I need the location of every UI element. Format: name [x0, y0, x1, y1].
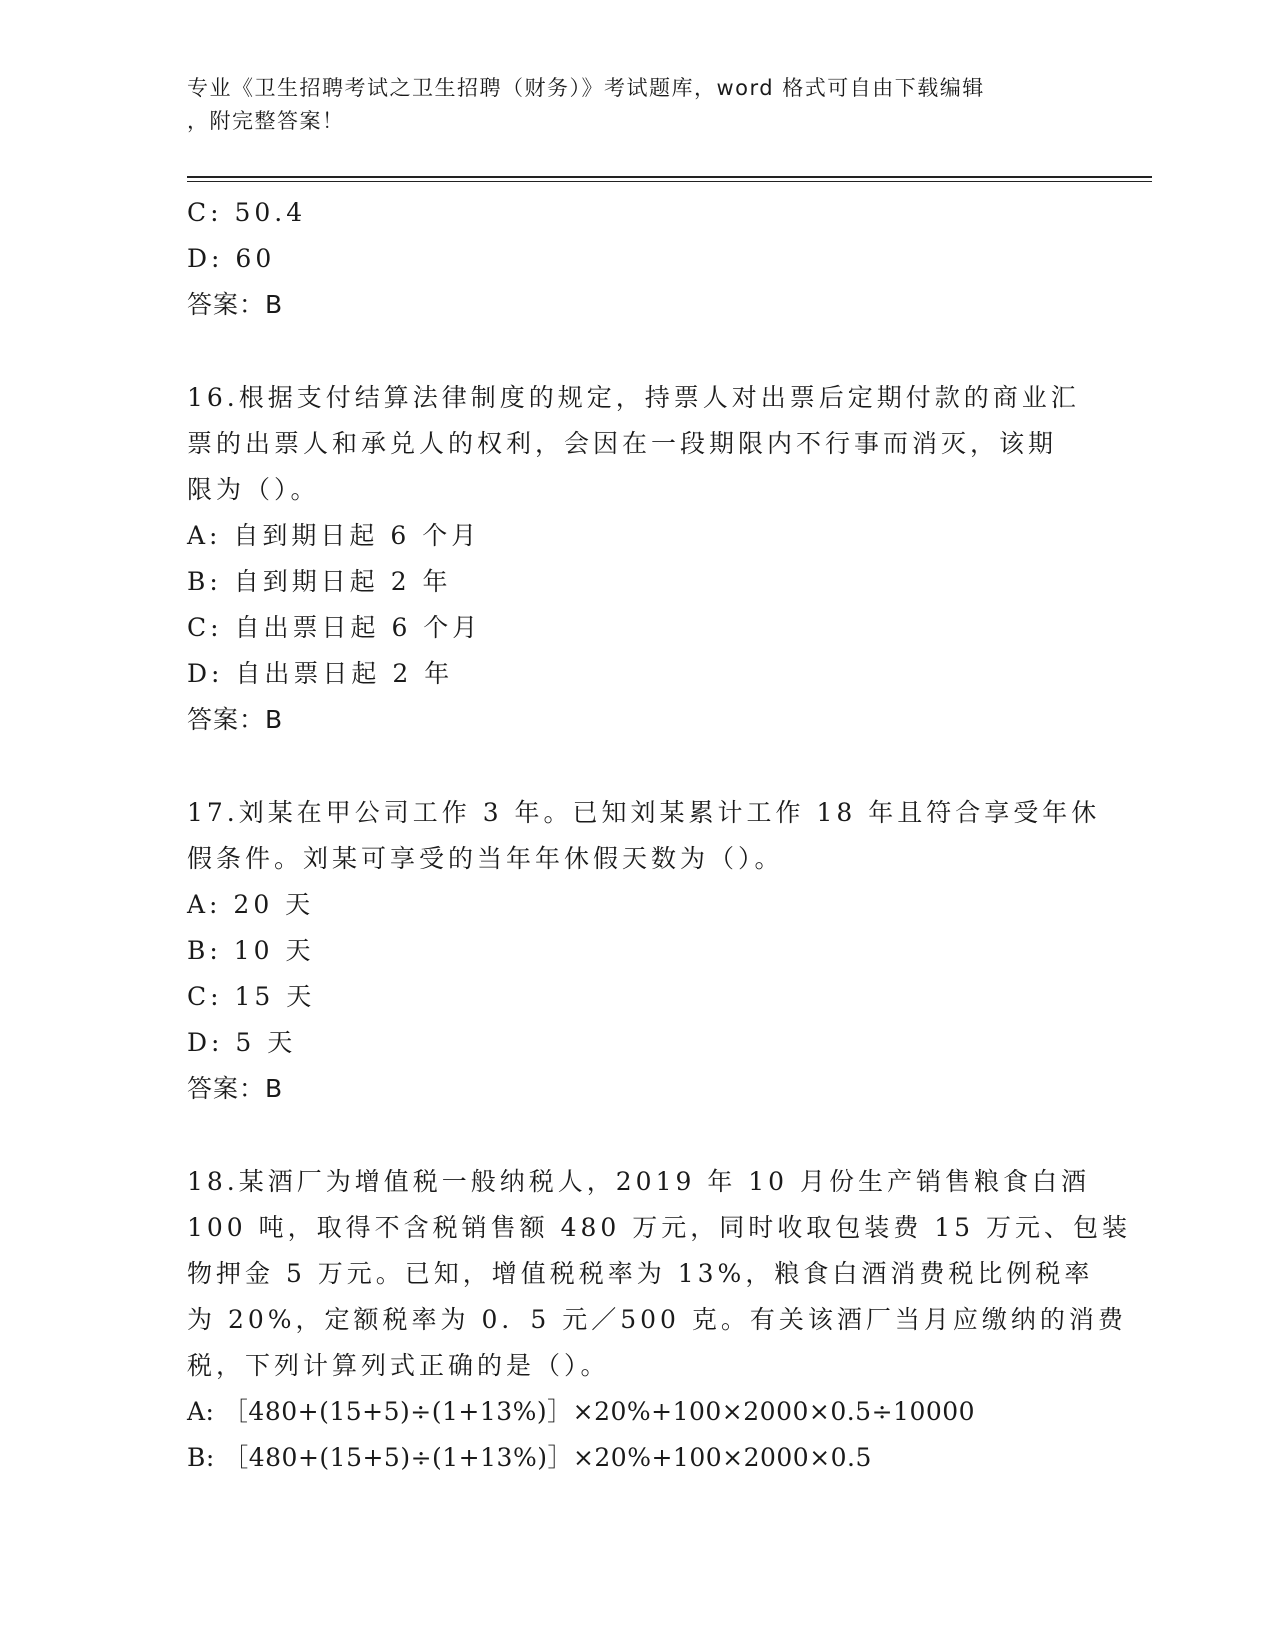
answer-line: 答案：B	[187, 705, 284, 734]
question-17	[187, 790, 1101, 1112]
option-b: B: 自到期日起 2 年	[187, 567, 452, 596]
question-text-line: 为 20%，定额税率为 0．5 元／500 克。有关该酒厂当月应缴纳的消费	[187, 1305, 1127, 1334]
header-rule-thick	[187, 176, 1152, 178]
question-text-line: 17.刘某在甲公司工作 3 年。已知刘某累计工作 18 年且符合享受年休	[187, 798, 1101, 827]
question-18	[187, 1159, 1131, 1481]
header-line-1: 专业《卫生招聘考试之卫生招聘（财务）》考试题库，word 格式可自由下载编辑	[187, 76, 985, 100]
option-d: D: 自出票日起 2 年	[187, 659, 454, 688]
answer-line: 答案：B	[187, 290, 284, 319]
option-c: C: 50.4	[187, 198, 307, 227]
question-16	[187, 375, 1087, 743]
option-a: A: 20 天	[187, 890, 315, 919]
option-a: A: ［480+(15+5)÷(1+13%)］×20%+100×2000×0.5÷10000	[187, 1397, 976, 1426]
question-text-line: 票的出票人和承兑人的权利，会因在一段期限内不行事而消灭，该期	[187, 429, 1058, 458]
page-header	[187, 72, 1087, 138]
option-a: A: 自到期日起 6 个月	[187, 521, 481, 550]
question-text-line: 16.根据支付结算法律制度的规定，持票人对出票后定期付款的商业汇	[187, 383, 1080, 412]
option-d: D: 60	[187, 244, 276, 273]
answer-line: 答案：B	[187, 1074, 284, 1103]
question-text-line: 假条件。刘某可享受的当年年休假天数为（）。	[187, 844, 784, 873]
question-spacer	[187, 743, 1087, 790]
question-text-line: 100 吨，取得不含税销售额 480 万元，同时收取包装费 15 万元、包装	[187, 1213, 1131, 1242]
question-text-line: 税，下列计算列式正确的是（）。	[187, 1351, 610, 1380]
option-b: B: ［480+(15+5)÷(1+13%)］×20%+100×2000×0.5	[187, 1443, 872, 1472]
header-line-2: ，附完整答案！	[187, 109, 345, 133]
option-b: B: 10 天	[187, 936, 315, 965]
question-text-line: 物押金 5 万元。已知，增值税税率为 13%，粮食白酒消费税比例税率	[187, 1259, 1094, 1288]
question-spacer	[187, 328, 1087, 375]
question-spacer	[187, 1112, 1087, 1159]
option-c: C: 15 天	[187, 982, 316, 1011]
question-text-line: 18.某酒厂为增值税一般纳税人，2019 年 10 月份生产销售粮食白酒	[187, 1167, 1091, 1196]
question-text-line: 限为（）。	[187, 475, 320, 504]
previous-question-tail	[187, 190, 1087, 328]
question-content	[187, 190, 1131, 1481]
header-rule-thin	[187, 181, 1152, 182]
option-d: D: 5 天	[187, 1028, 297, 1057]
option-c: C: 自出票日起 6 个月	[187, 613, 482, 642]
